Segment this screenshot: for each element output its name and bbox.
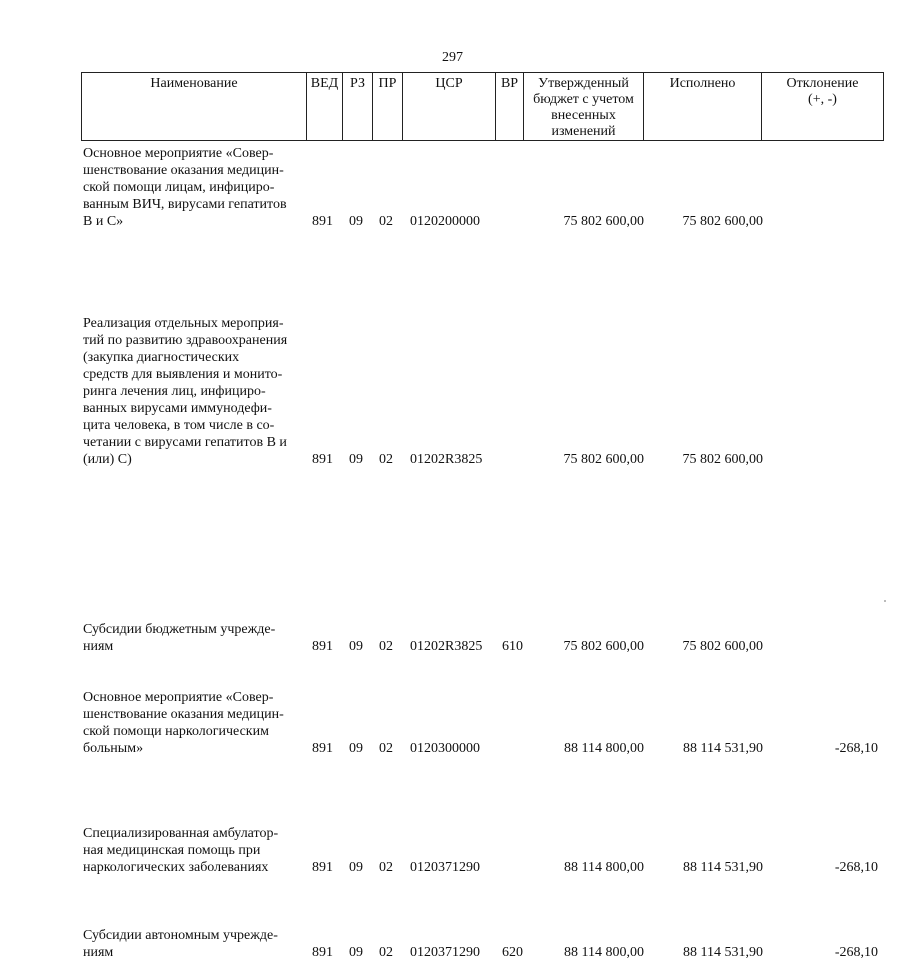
header-line: Утвержденный xyxy=(538,76,629,91)
ved-cell: 891 xyxy=(312,639,333,654)
row-name-line: цита человека, в том числе в со- xyxy=(83,418,275,433)
pr-cell: 02 xyxy=(379,860,393,875)
rz-cell: 09 xyxy=(349,639,363,654)
header-line: изменений xyxy=(551,124,616,139)
budget-cell: 88 114 800,00 xyxy=(564,860,644,875)
column-header-pr: ПР xyxy=(373,73,403,141)
row-name-line: Основное мероприятие «Совер- xyxy=(83,146,274,161)
table-row xyxy=(0,621,905,655)
table-row xyxy=(0,689,905,757)
table-header xyxy=(81,72,884,141)
row-name-line: больным» xyxy=(83,741,144,756)
page-number: 297 xyxy=(442,50,463,65)
executed-cell: 75 802 600,00 xyxy=(682,214,763,229)
vr-cell: 610 xyxy=(502,639,523,654)
csr-cell: 01202R3825 xyxy=(410,639,483,654)
row-name-line: ской помощи наркологическим xyxy=(83,724,269,739)
row-name-line: (или) С) xyxy=(83,452,132,467)
pr-cell: 02 xyxy=(379,741,393,756)
row-name-line: ванных вирусами иммунодефи- xyxy=(83,401,272,416)
csr-cell: 0120371290 xyxy=(410,860,480,875)
row-name xyxy=(83,621,308,655)
pr-cell: 02 xyxy=(379,452,393,467)
rz-cell: 09 xyxy=(349,945,363,960)
table-row xyxy=(0,825,905,876)
ved-cell: 891 xyxy=(312,860,333,875)
table-body xyxy=(0,145,905,960)
row-name-line: Субсидии автономным учрежде- xyxy=(83,928,278,943)
column-header-rz: РЗ xyxy=(343,73,373,141)
row-name-line: Основное мероприятие «Совер- xyxy=(83,690,274,705)
row-name-line: наркологических заболеваниях xyxy=(83,860,269,875)
pr-cell: 02 xyxy=(379,945,393,960)
budget-cell: 75 802 600,00 xyxy=(563,452,644,467)
table-row xyxy=(0,145,905,230)
rz-cell: 09 xyxy=(349,860,363,875)
column-header-deviation xyxy=(762,73,884,141)
header-line: (+, -) xyxy=(808,92,837,107)
row-name-line: Специализированная амбулатор- xyxy=(83,826,279,841)
row-name-line: (закупка диагностических xyxy=(83,350,240,365)
column-header-name: Наименование xyxy=(82,73,307,141)
header-line: бюджет с учетом xyxy=(533,92,634,107)
row-name-line: шенствование оказания медицин- xyxy=(83,163,284,178)
executed-cell: 88 114 531,90 xyxy=(683,741,763,756)
deviation-cell: -268,10 xyxy=(834,860,878,875)
ved-cell: 891 xyxy=(312,452,333,467)
deviation-cell: -268,10 xyxy=(834,945,878,960)
row-name-line: ской помощи лицам, инфициро- xyxy=(83,180,275,195)
deviation-cell: -268,10 xyxy=(834,741,878,756)
csr-cell: 0120200000 xyxy=(410,214,480,229)
column-header-vr: ВР xyxy=(496,73,524,141)
column-header-executed: Исполнено xyxy=(644,73,762,141)
column-header-budget xyxy=(524,73,644,141)
ved-cell: 891 xyxy=(312,945,333,960)
row-name xyxy=(83,689,308,757)
row-name-line: средств для выявления и монито- xyxy=(83,367,283,382)
column-header-csr: ЦСР xyxy=(403,73,496,141)
row-name xyxy=(83,825,308,876)
row-name-line: ниям xyxy=(83,945,114,960)
row-name xyxy=(83,145,308,230)
ved-cell: 891 xyxy=(312,741,333,756)
budget-cell: 75 802 600,00 xyxy=(563,214,644,229)
row-name-line: Субсидии бюджетным учрежде- xyxy=(83,622,276,637)
budget-cell: 88 114 800,00 xyxy=(564,741,644,756)
rz-cell: 09 xyxy=(349,214,363,229)
row-name-line: Реализация отдельных мероприя- xyxy=(83,316,284,331)
row-name-line: тий по развитию здравоохранения xyxy=(83,333,288,348)
budget-cell: 75 802 600,00 xyxy=(563,639,644,654)
vr-cell: 620 xyxy=(502,945,523,960)
executed-cell: 88 114 531,90 xyxy=(683,945,763,960)
pr-cell: 02 xyxy=(379,639,393,654)
table-row xyxy=(0,315,905,468)
table-row xyxy=(0,927,905,961)
column-header-ved: ВЕД xyxy=(307,73,343,141)
header-line: Отклонение xyxy=(786,76,859,91)
executed-cell: 75 802 600,00 xyxy=(682,639,763,654)
row-name xyxy=(83,927,308,961)
row-name-line: ниям xyxy=(83,639,114,654)
header-line: внесенных xyxy=(551,108,616,123)
csr-cell: 0120371290 xyxy=(410,945,480,960)
executed-cell: 88 114 531,90 xyxy=(683,860,763,875)
rz-cell: 09 xyxy=(349,452,363,467)
row-name-line: ринга лечения лиц, инфициро- xyxy=(83,384,266,399)
row-name xyxy=(83,315,308,468)
executed-cell: 75 802 600,00 xyxy=(682,452,763,467)
csr-cell: 01202R3825 xyxy=(410,452,483,467)
scan-speck xyxy=(884,600,886,602)
budget-cell: 88 114 800,00 xyxy=(564,945,644,960)
row-name-line: шенствование оказания медицин- xyxy=(83,707,284,722)
csr-cell: 0120300000 xyxy=(410,741,480,756)
row-name-line: ванным ВИЧ, вирусами гепатитов xyxy=(83,197,287,212)
pr-cell: 02 xyxy=(379,214,393,229)
row-name-line: четании с вирусами гепатитов В и xyxy=(83,435,287,450)
ved-cell: 891 xyxy=(312,214,333,229)
rz-cell: 09 xyxy=(349,741,363,756)
row-name-line: ная медицинская помощь при xyxy=(83,843,261,858)
row-name-line: В и С» xyxy=(83,214,124,229)
